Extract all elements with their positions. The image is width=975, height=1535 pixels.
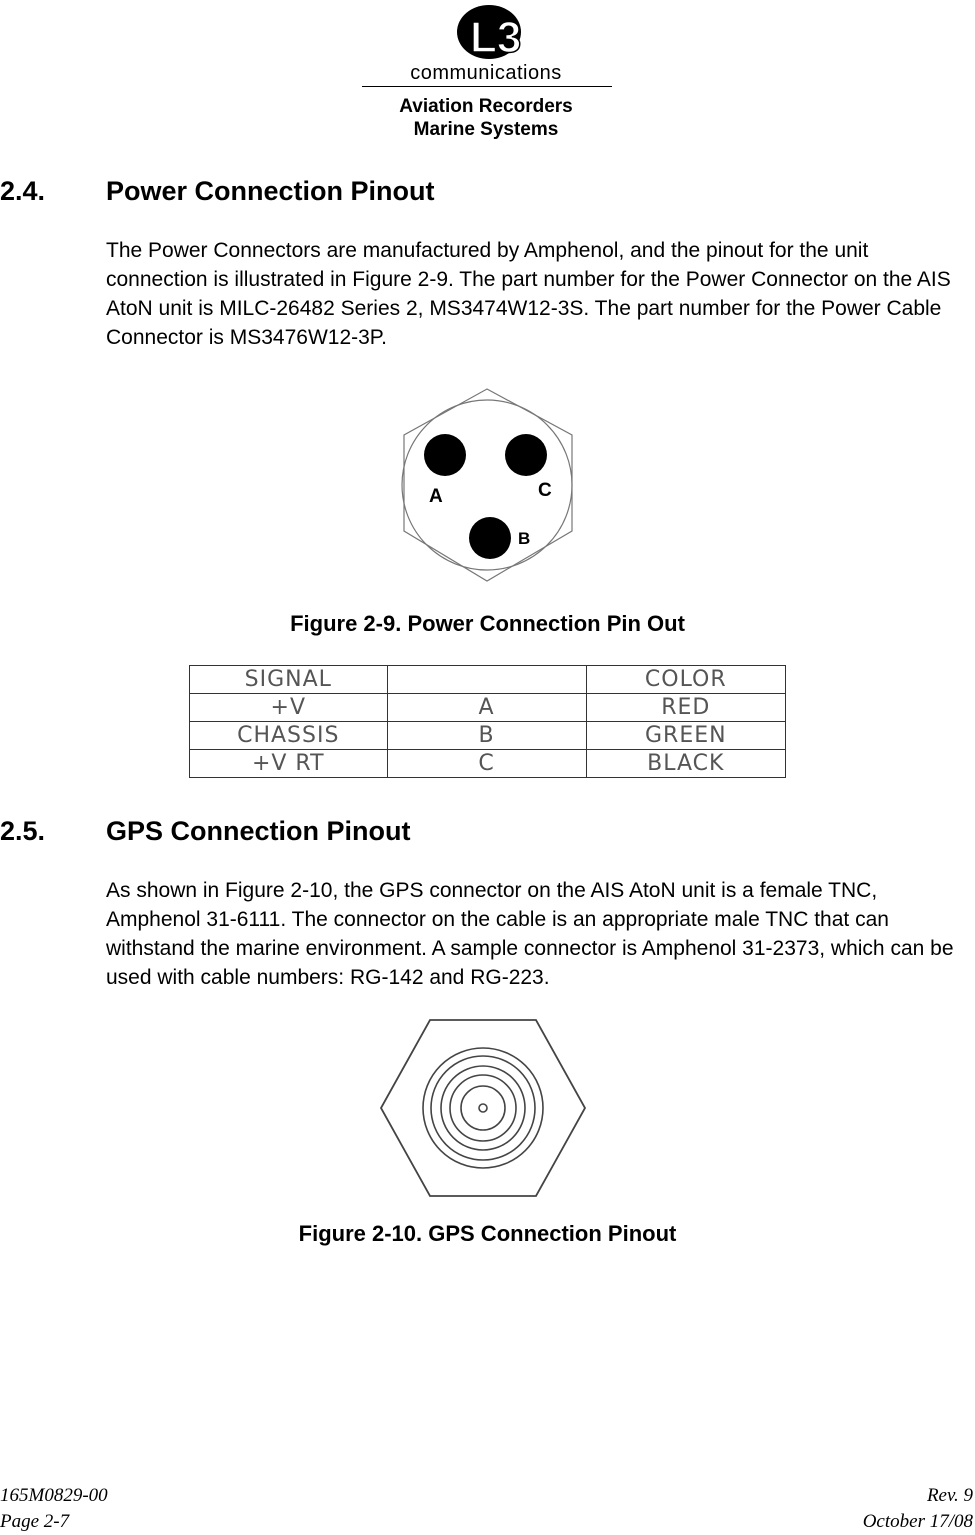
- gps-ring: [441, 1066, 525, 1150]
- table-header-cell: SIGNAL: [190, 666, 388, 694]
- table-header-cell: [387, 666, 586, 694]
- table-cell-pin: A: [387, 694, 586, 722]
- power-paragraph: The Power Connectors are manufactured by Amphenol, and the pinout for the unit connection is illustrated in Figure 2‑9. The part number for the Power Connector on the AIS AtoN unit is MILC‑26482 Series 2, MS3474W12‑3S. The part number for the Power Cable Connector is MS3476W12‑3P.: [106, 239, 951, 349]
- pin-b: [469, 517, 511, 559]
- pin-c: [505, 434, 547, 476]
- footer-revision: Rev. 9: [926, 1485, 973, 1506]
- footer-page-number: Page 2‑7: [0, 1511, 70, 1532]
- section-number-2-5: 2.5.: [0, 816, 46, 846]
- logo-wordmark: communications: [410, 62, 562, 84]
- table-cell-pin: C: [387, 750, 586, 778]
- logo-divider: [362, 86, 612, 87]
- table-cell-signal: +V: [190, 694, 388, 722]
- table-cell-color: GREEN: [586, 722, 785, 750]
- gps-center-pin: [479, 1104, 487, 1112]
- table-cell-pin: B: [387, 722, 586, 750]
- logo-mark: L3: [470, 13, 522, 62]
- pin-a: [424, 434, 466, 476]
- footer-doc-number: 165M0829‑00: [0, 1485, 108, 1506]
- pin-label-b: B: [518, 529, 531, 548]
- org-line-marine: Marine Systems: [413, 119, 559, 140]
- gps-connector-diagram: [378, 1015, 590, 1200]
- section-number-2-4: 2.4.: [0, 176, 46, 206]
- figure-caption-2-9: Figure 2‑9. Power Connection Pin Out: [290, 611, 685, 636]
- footer-date: October 17/08: [862, 1511, 973, 1532]
- table-header-cell: COLOR: [586, 666, 785, 694]
- figure-caption-2-10: Figure 2‑10. GPS Connection Pinout: [298, 1221, 677, 1246]
- table-row: [190, 750, 786, 778]
- table-row: [190, 694, 786, 722]
- pin-color-table: [189, 665, 786, 778]
- l3-logo-icon: [453, 2, 525, 62]
- power-connector-diagram: [395, 385, 585, 585]
- table-cell-color: RED: [586, 694, 785, 722]
- gps-ring: [450, 1075, 516, 1141]
- table-cell-signal: CHASSIS: [190, 722, 388, 750]
- org-line-aviation: Aviation Recorders: [399, 96, 573, 117]
- gps-ring: [461, 1086, 505, 1130]
- table-cell-signal: +V RT: [190, 750, 388, 778]
- page-header: [0, 0, 975, 150]
- gps-hex-outline: [381, 1020, 585, 1196]
- gps-ring: [431, 1056, 535, 1160]
- table-header-row: [190, 666, 786, 694]
- table-cell-color: BLACK: [586, 750, 785, 778]
- gps-paragraph: As shown in Figure 2‑10, the GPS connector on the AIS AtoN unit is a female TNC, Amphenol 31‑6111. The connector on the cable is an appropriate male TNC that can withstand the marine environment. A sample connector is Amphenol 31‑2373, which can be used with cable numbers: RG‑142 and RG‑223.: [106, 879, 954, 989]
- section-title-gps: GPS Connection Pinout: [106, 816, 411, 846]
- pin-label-c: C: [538, 480, 552, 501]
- table-row: [190, 722, 786, 750]
- section-title-power: Power Connection Pinout: [106, 176, 435, 206]
- pin-label-a: A: [429, 486, 443, 507]
